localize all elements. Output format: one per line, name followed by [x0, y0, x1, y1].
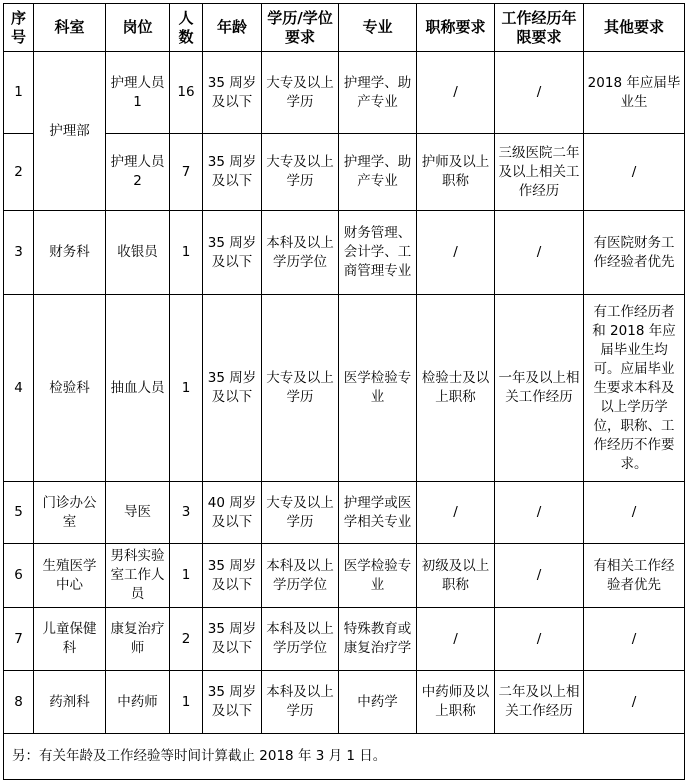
header-dept: 科室: [34, 4, 106, 52]
cell-post: 护理人员 1: [106, 52, 170, 134]
cell-other: /: [584, 671, 685, 734]
cell-seq: 4: [4, 295, 34, 482]
cell-post: 收银员: [106, 211, 170, 295]
cell-edu: 大专及以上学历: [262, 295, 339, 482]
table-row: [4, 608, 685, 671]
cell-major: 医学检验专业: [339, 295, 417, 482]
cell-major: 财务管理、会计学、工商管理专业: [339, 211, 417, 295]
cell-title: /: [417, 211, 495, 295]
table-row: [4, 544, 685, 608]
cell-count: 7: [170, 134, 203, 211]
header-title: 职称要求: [417, 4, 495, 52]
cell-count: 3: [170, 482, 203, 544]
table-row: [4, 482, 685, 544]
cell-major: 中药学: [339, 671, 417, 734]
cell-seq: 6: [4, 544, 34, 608]
cell-count: 1: [170, 544, 203, 608]
cell-other: 2018 年应届毕业生: [584, 52, 685, 134]
cell-other: 有医院财务工作经验者优先: [584, 211, 685, 295]
footnote: 另：有关年龄及工作经验等时间计算截止 2018 年 3 月 1 日。: [4, 734, 685, 780]
cell-exp: 二年及以上相关工作经历: [495, 671, 584, 734]
table-row: [4, 134, 685, 211]
cell-title: /: [417, 482, 495, 544]
cell-dept: 生殖医学中心: [34, 544, 106, 608]
cell-title: /: [417, 608, 495, 671]
header-age: 年龄: [203, 4, 262, 52]
cell-exp: /: [495, 211, 584, 295]
cell-title: /: [417, 52, 495, 134]
cell-dept: 护理部: [34, 52, 106, 211]
cell-seq: 3: [4, 211, 34, 295]
cell-major: 医学检验专业: [339, 544, 417, 608]
header-exp: 工作经历年限要求: [495, 4, 584, 52]
cell-major: 特殊教育或康复治疗学: [339, 608, 417, 671]
table-row: [4, 211, 685, 295]
cell-count: 1: [170, 211, 203, 295]
cell-count: 16: [170, 52, 203, 134]
cell-dept: 门诊办公室: [34, 482, 106, 544]
recruitment-table: [3, 3, 685, 780]
cell-other: 有相关工作经验者优先: [584, 544, 685, 608]
cell-title: 检验士及以上职称: [417, 295, 495, 482]
cell-post: 护理人员 2: [106, 134, 170, 211]
cell-title: 初级及以上职称: [417, 544, 495, 608]
header-seq: 序号: [4, 4, 34, 52]
cell-seq: 7: [4, 608, 34, 671]
cell-other: /: [584, 608, 685, 671]
cell-seq: 8: [4, 671, 34, 734]
cell-exp: 一年及以上相关工作经历: [495, 295, 584, 482]
cell-exp: /: [495, 52, 584, 134]
header-other: 其他要求: [584, 4, 685, 52]
cell-title: 护师及以上职称: [417, 134, 495, 211]
header-major: 专业: [339, 4, 417, 52]
cell-seq: 1: [4, 52, 34, 134]
cell-dept: 儿童保健科: [34, 608, 106, 671]
cell-post: 康复治疗师: [106, 608, 170, 671]
cell-age: 40 周岁及以下: [203, 482, 262, 544]
cell-post: 中药师: [106, 671, 170, 734]
note-row: [4, 734, 685, 780]
cell-edu: 大专及以上学历: [262, 134, 339, 211]
cell-edu: 本科及以上学历学位: [262, 544, 339, 608]
cell-seq: 2: [4, 134, 34, 211]
cell-edu: 本科及以上学历: [262, 671, 339, 734]
cell-age: 35 周岁及以下: [203, 52, 262, 134]
cell-exp: /: [495, 608, 584, 671]
cell-edu: 大专及以上学历: [262, 52, 339, 134]
cell-edu: 本科及以上学历学位: [262, 211, 339, 295]
header-count: 人数: [170, 4, 203, 52]
cell-other: /: [584, 134, 685, 211]
table-row: [4, 671, 685, 734]
cell-title: 中药师及以上职称: [417, 671, 495, 734]
cell-age: 35 周岁及以下: [203, 211, 262, 295]
cell-other: 有工作经历者和 2018 年应届毕业生均可。应届毕业生要求本科及以上学历学位，职称、工作经历不作要求。: [584, 295, 685, 482]
cell-dept: 财务科: [34, 211, 106, 295]
cell-major: 护理学、助产专业: [339, 52, 417, 134]
cell-count: 1: [170, 671, 203, 734]
cell-count: 2: [170, 608, 203, 671]
cell-age: 35 周岁及以下: [203, 608, 262, 671]
cell-seq: 5: [4, 482, 34, 544]
cell-age: 35 周岁及以下: [203, 671, 262, 734]
cell-age: 35 周岁及以下: [203, 295, 262, 482]
header-edu: 学历/学位要求: [262, 4, 339, 52]
cell-exp: /: [495, 482, 584, 544]
cell-age: 35 周岁及以下: [203, 134, 262, 211]
cell-edu: 本科及以上学历学位: [262, 608, 339, 671]
cell-other: /: [584, 482, 685, 544]
cell-major: 护理学或医学相关专业: [339, 482, 417, 544]
table-row: [4, 52, 685, 134]
cell-major: 护理学、助产专业: [339, 134, 417, 211]
cell-edu: 大专及以上学历: [262, 482, 339, 544]
cell-count: 1: [170, 295, 203, 482]
cell-dept: 检验科: [34, 295, 106, 482]
header-post: 岗位: [106, 4, 170, 52]
table-row: [4, 295, 685, 482]
cell-post: 导医: [106, 482, 170, 544]
cell-post: 男科实验室工作人员: [106, 544, 170, 608]
cell-age: 35 周岁及以下: [203, 544, 262, 608]
header-row: [4, 4, 685, 52]
cell-exp: 三级医院二年及以上相关工作经历: [495, 134, 584, 211]
cell-exp: /: [495, 544, 584, 608]
cell-post: 抽血人员: [106, 295, 170, 482]
cell-dept: 药剂科: [34, 671, 106, 734]
